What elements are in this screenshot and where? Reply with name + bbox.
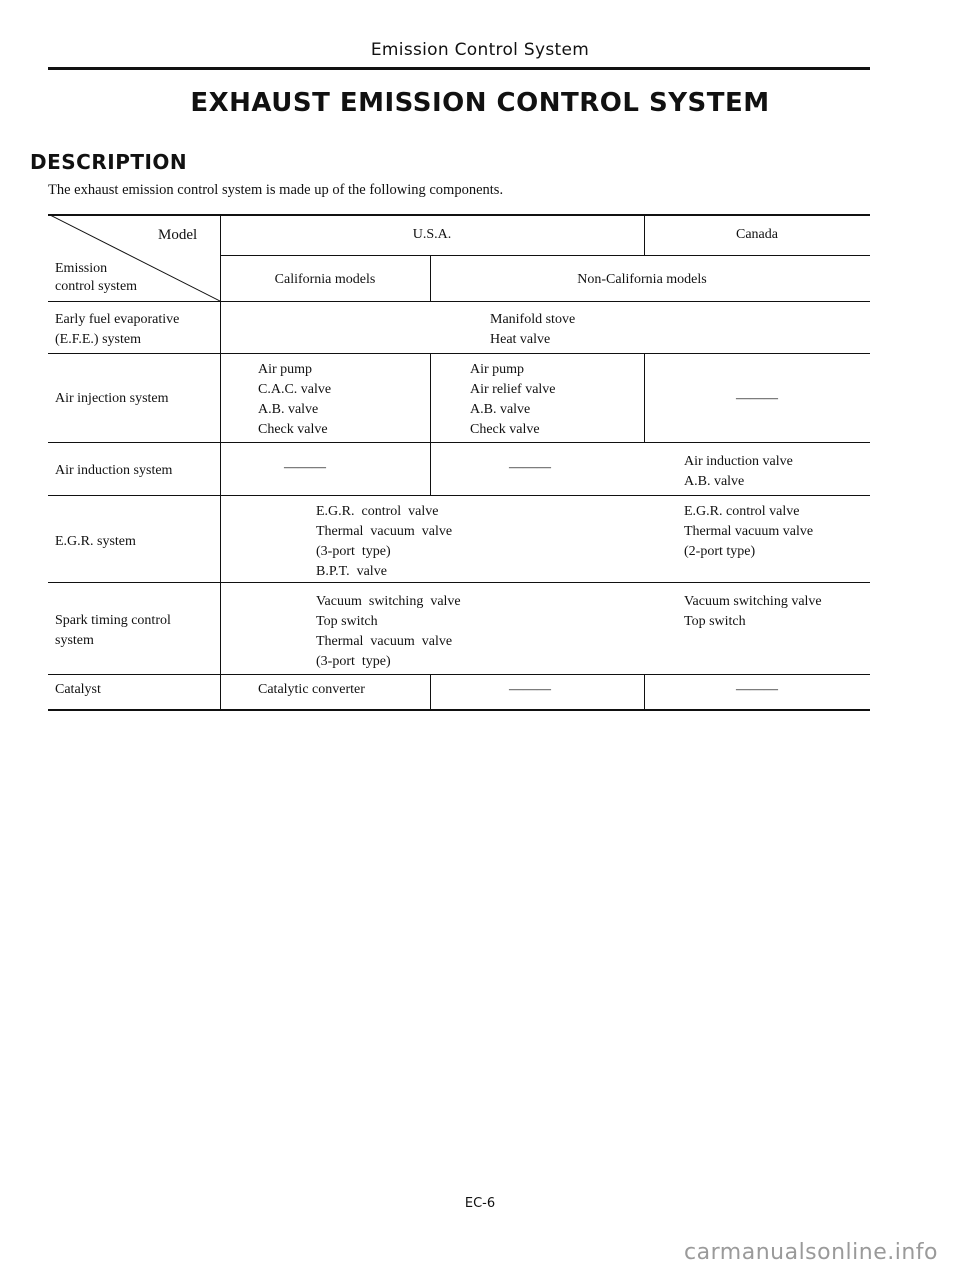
page-number: EC-6 [464, 1196, 496, 1211]
intro-text: The exhaust emission control system is made up of the following components. [48, 182, 504, 198]
catalyst-california: Catalytic converter [258, 682, 365, 697]
corner-emission-label: Emission [55, 261, 108, 276]
spark-timing-usa: Vacuum switching valve Top switch Thermal vacuum valve (3-port type) [316, 594, 461, 669]
watermark: carmanualsonline.info [684, 1240, 938, 1265]
egr-usa: E.G.R. control valve Thermal vacuum valve (3-port type) B.P.T. valve [316, 504, 453, 579]
table-bottom-rule [48, 709, 870, 711]
row-label: Air induction system [55, 463, 173, 478]
air-injection-non-california: Air pump Air relief valve A.B. valve Check valve [470, 362, 556, 437]
egr-canada: E.G.R. control valve Thermal vacuum valve (2-port type) [684, 504, 814, 559]
air-induction-california: ——— [284, 460, 326, 475]
row-rule [48, 582, 870, 583]
section-heading: DESCRIPTION [30, 150, 188, 174]
row-rule [48, 674, 870, 675]
air-induction-canada: Air induction valve A.B. valve [684, 454, 793, 489]
column-header-california: California models [274, 272, 376, 287]
air-injection-canada: ——— [736, 391, 778, 406]
column-header-usa: U.S.A. [412, 227, 452, 242]
air-induction-non-california: ——— [509, 460, 551, 475]
corner-model-label: Model [158, 227, 198, 243]
row-label: Early fuel evaporative (E.F.E.) system [55, 312, 180, 347]
header-divider-rule [220, 255, 870, 256]
page-title: EXHAUST EMISSION CONTROL SYSTEM [190, 88, 770, 118]
catalyst-canada: ——— [736, 682, 778, 697]
row-rule [48, 442, 870, 443]
row-label: Spark timing control system [55, 613, 171, 648]
column-header-non-california: Non-California models [577, 272, 707, 287]
column-header-canada: Canada [736, 227, 778, 242]
row-label: Catalyst [55, 682, 101, 697]
row-label: E.G.R. system [55, 534, 136, 549]
air-injection-california: Air pump C.A.C. valve A.B. valve Check valve [258, 362, 332, 437]
corner-emission-label: control system [55, 279, 138, 294]
row-rule [48, 495, 870, 496]
catalyst-non-california: ——— [509, 682, 551, 697]
header-bottom-rule [48, 301, 870, 302]
row-label: Air injection system [55, 391, 169, 406]
efe-components: Manifold stove Heat valve [490, 312, 576, 347]
spark-timing-canada: Vacuum switching valve Top switch [684, 594, 822, 629]
row-rule [48, 353, 870, 354]
running-header: Emission Control System [370, 40, 590, 60]
